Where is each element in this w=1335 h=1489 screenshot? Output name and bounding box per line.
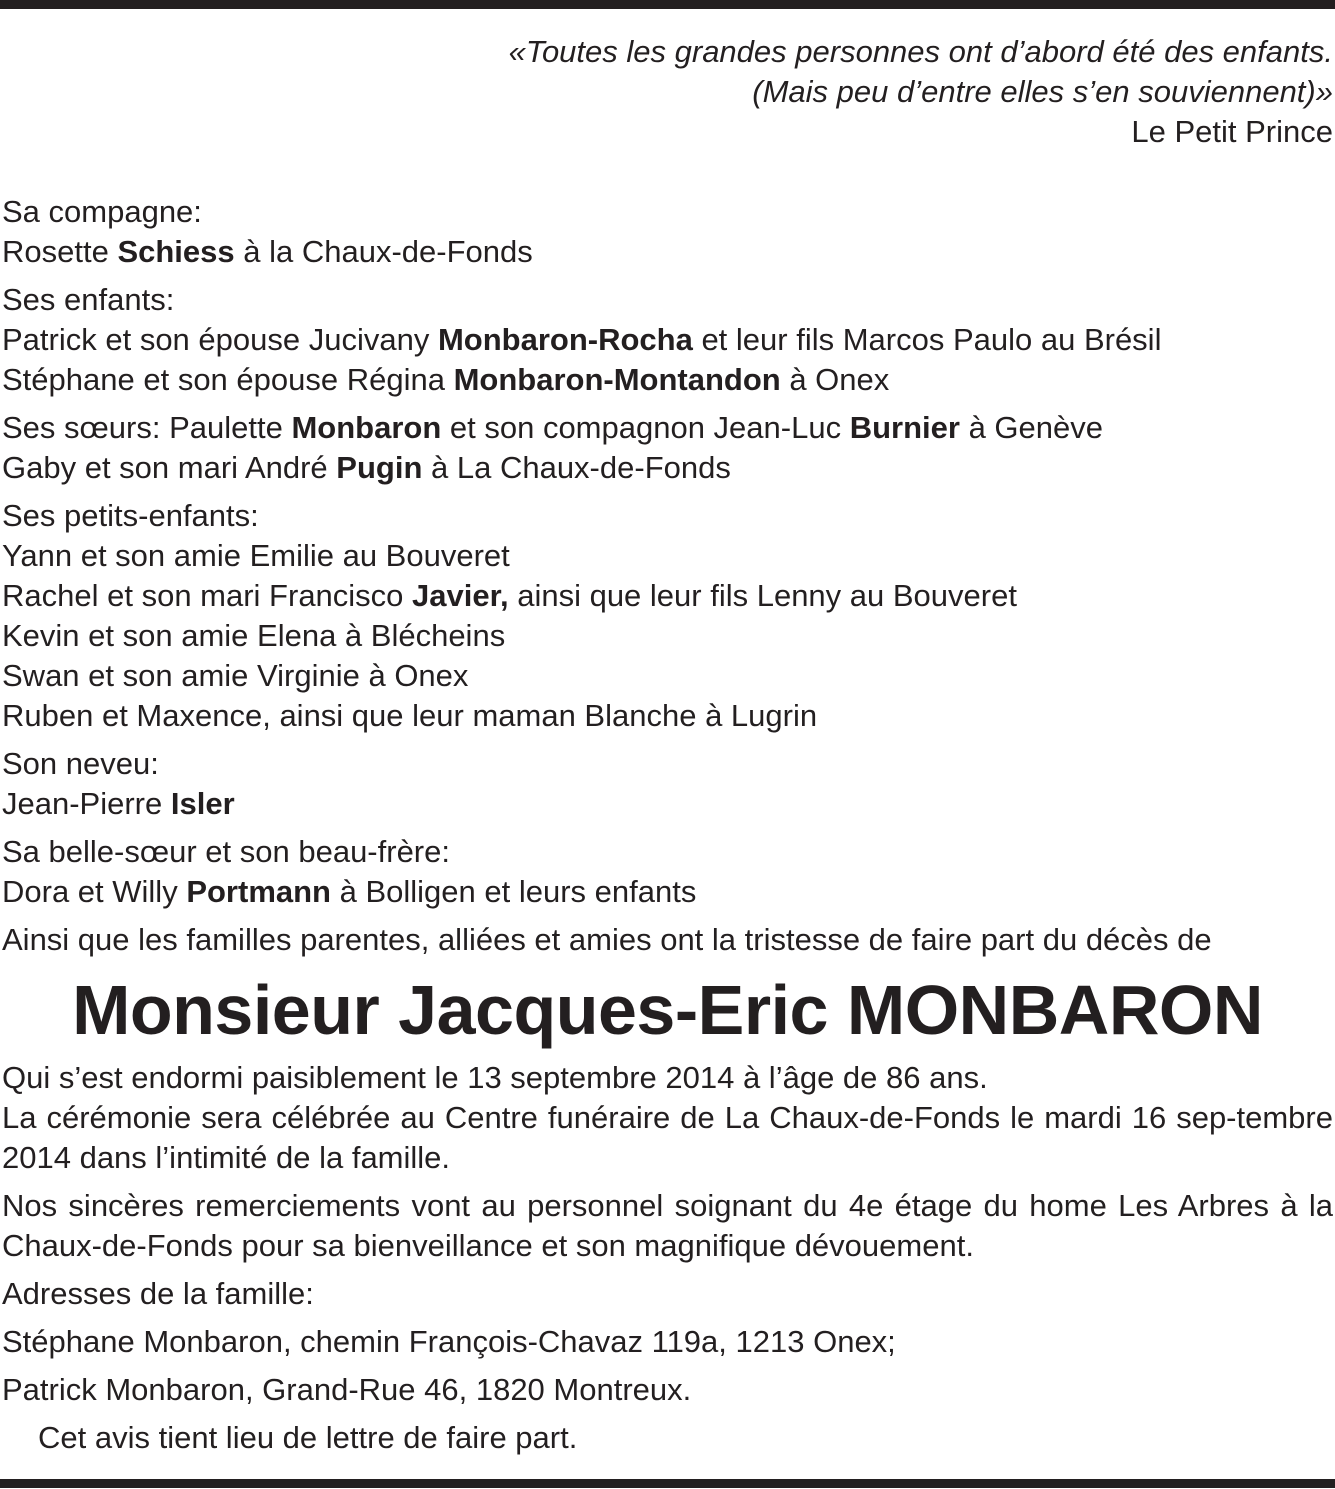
nephew-heading: Son neveu: [2, 746, 159, 781]
inlaws-heading: Sa belle-sœur et son beau-frère: [2, 834, 450, 869]
quote-line-2: (Mais peu d’entre elles s’en souviennent)» [752, 74, 1333, 109]
inlaws-names: Dora et Willy [2, 874, 187, 909]
inlaws-section [2, 832, 1333, 912]
sister-line-2 [2, 448, 1333, 488]
address-1-section [2, 1322, 1333, 1362]
top-border-rule [0, 0, 1335, 9]
grandchild-line-4: Swan et son amie Virginie à Onex [2, 658, 469, 693]
companion-location: à la Chaux-de-Fonds [234, 234, 533, 269]
passing-details: Qui s’est endormi paisiblement le 13 septembre 2014 à l’âge de 86 ans. [2, 1060, 988, 1095]
address-1: Stéphane Monbaron, chemin François-Chavaz 119a, 1213 Onex; [2, 1324, 896, 1359]
child-2-surname: Monbaron-Montandon [453, 362, 781, 397]
notice-body [2, 192, 1333, 1458]
inlaws-surname: Portmann [186, 874, 331, 909]
child-line-1 [2, 320, 1333, 360]
nephew-first-name: Jean-Pierre [2, 786, 171, 821]
inlaws-details: à Bolligen et leurs enfants [331, 874, 697, 909]
details-section [2, 1058, 1333, 1178]
sister-1-companion-surname: Burnier [849, 410, 960, 445]
companion-surname: Schiess [117, 234, 235, 269]
companion-line [2, 232, 1333, 272]
closing-note: Cet avis tient lieu de lettre de faire part. [38, 1420, 578, 1455]
grandchild-line-3: Kevin et son amie Elena à Blécheins [2, 618, 506, 653]
sister-1-companion: et son compagnon Jean-Luc [441, 410, 850, 445]
child-1-names: Patrick et son épouse Jucivany [2, 322, 438, 357]
addresses-heading-section [2, 1274, 1333, 1314]
grandchild-line-5: Ruben et Maxence, ainsi que leur maman Blanche à Lugrin [2, 698, 818, 733]
quote-source: Le Petit Prince [1131, 114, 1333, 149]
nephew-line [2, 784, 1333, 824]
deceased-name-heading: Monsieur Jacques-Eric MONBARON [72, 971, 1263, 1049]
sister-1-surname: Monbaron [291, 410, 442, 445]
children-heading: Ses enfants: [2, 282, 175, 317]
grandchild-2-names: Rachel et son mari Francisco [2, 578, 413, 613]
grandchildren-heading: Ses petits-enfants: [2, 498, 259, 533]
grandchild-2-surname: Javier, [412, 578, 509, 613]
sister-2-location: à La Chaux-de-Fonds [422, 450, 731, 485]
grandchild-line-2 [2, 576, 1333, 616]
child-line-2 [2, 360, 1333, 400]
thanks-section [2, 1186, 1333, 1266]
nephew-section [2, 744, 1333, 824]
child-1-details: et leur fils Marcos Paulo au Brésil [692, 322, 1162, 357]
addresses-heading: Adresses de la famille: [2, 1276, 314, 1311]
sister-1-intro: Ses sœurs: Paulette [2, 410, 292, 445]
inlaws-line [2, 872, 1333, 912]
address-2: Patrick Monbaron, Grand-Rue 46, 1820 Montreux. [2, 1372, 692, 1407]
children-section [2, 280, 1333, 400]
companion-heading: Sa compagne: [2, 194, 202, 229]
companion-section [2, 192, 1333, 272]
grandchildren-section [2, 496, 1333, 736]
sister-line-1 [2, 408, 1333, 448]
thanks-paragraph: Nos sincères remerciements vont au personnel soignant du 4e étage du home Les Arbres à la Chaux-de-Fonds pour sa bienveillance et son magnifique dévouement. [2, 1188, 1333, 1263]
sister-1-location: à Genève [959, 410, 1103, 445]
child-1-surname: Monbaron-Rocha [437, 322, 693, 357]
bottom-border-rule [0, 1479, 1335, 1488]
address-2-section [2, 1370, 1333, 1410]
companion-first-name: Rosette [2, 234, 118, 269]
epigraph-quote [509, 32, 1333, 152]
ceremony-details: La cérémonie sera célébrée au Centre funéraire de La Chaux-de-Fonds le mardi 16 sep-tembre 2014 dans l’intimité de la famille. [2, 1100, 1333, 1175]
announcement-line: Ainsi que les familles parentes, alliées et amies ont la tristesse de faire part du décès de [2, 922, 1212, 957]
child-2-details: à Onex [780, 362, 890, 397]
sister-2-names: Gaby et son mari André [2, 450, 337, 485]
grandchild-line-1: Yann et son amie Emilie au Bouveret [2, 538, 510, 573]
nephew-surname: Isler [170, 786, 235, 821]
sisters-section [2, 408, 1333, 488]
grandchild-2-details: ainsi que leur fils Lenny au Bouveret [508, 578, 1017, 613]
quote-line-1: «Toutes les grandes personnes ont d’abord été des enfants. [508, 34, 1333, 69]
sister-2-surname: Pugin [336, 450, 423, 485]
child-2-names: Stéphane et son épouse Régina [2, 362, 454, 397]
